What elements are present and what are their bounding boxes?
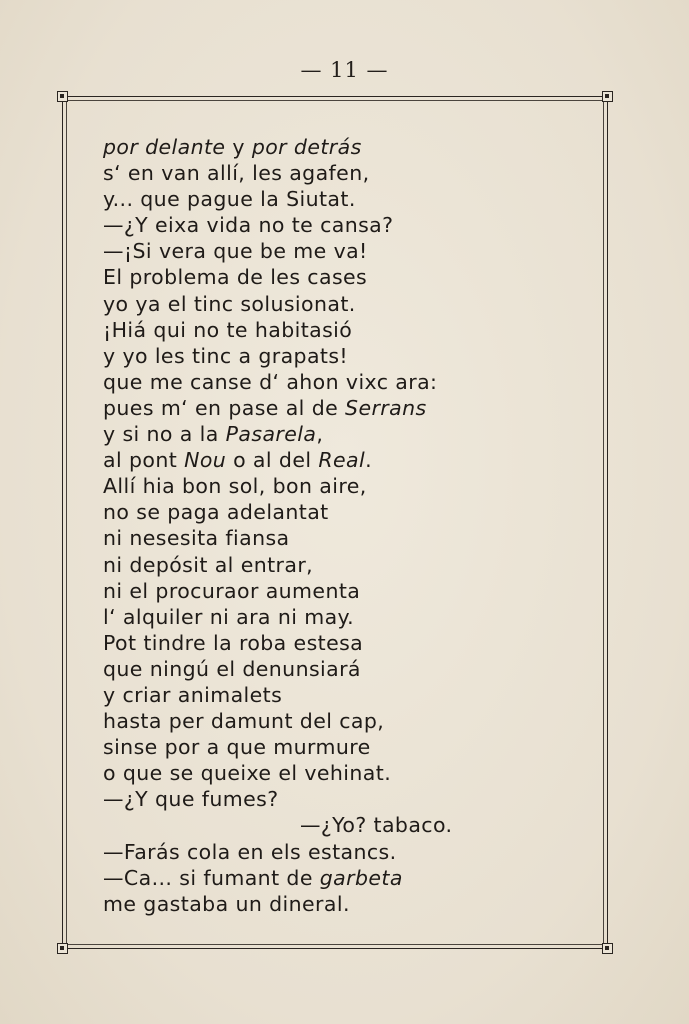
frame-corner-ornament: [602, 91, 613, 102]
verse-line: [103, 552, 503, 578]
verse-segment: —¿Y eixa vida no te cansa?: [103, 213, 394, 238]
verse-line: [103, 682, 503, 708]
verse-segment-italic: Serrans: [345, 395, 427, 420]
verse-line: [103, 160, 503, 186]
verse-line: [103, 212, 503, 238]
verse-segment: o que se queixe el vehinat.: [103, 761, 392, 786]
verse-segment: l‘ alquiler ni ara ni may.: [103, 604, 355, 629]
verse-line: [103, 839, 503, 865]
verse-segment: no se paga adelantat: [103, 500, 329, 525]
verse-line: [103, 447, 503, 473]
page-number: — 11 —: [300, 58, 389, 82]
verse-segment: me gastaba un dineral.: [103, 891, 350, 916]
verse-line: [103, 786, 503, 812]
verse-text: [103, 134, 503, 917]
verse-line: [103, 134, 503, 160]
verse-segment: ni el procuraor aumenta: [103, 578, 361, 603]
verse-line: [103, 812, 503, 838]
verse-segment: y criar animalets: [103, 682, 283, 707]
frame-corner-ornament: [57, 943, 68, 954]
verse-segment: —¿Yo? tabaco.: [300, 813, 453, 838]
verse-segment: hasta per damunt del cap,: [103, 709, 385, 734]
frame-corner-ornament: [602, 943, 613, 954]
verse-line: [103, 708, 503, 734]
verse-segment-italic: por detrás: [251, 135, 362, 159]
verse-line: [103, 499, 503, 525]
verse-line: [103, 186, 503, 212]
verse-segment: o al del: [226, 448, 319, 473]
verse-segment: ¡Hiá qui no te habitasió: [103, 317, 353, 342]
verse-segment: sinse por a que murmure: [103, 735, 371, 760]
verse-line: [103, 264, 503, 290]
verse-segment: que me canse d‘ ahon vixc ara:: [103, 369, 438, 394]
verse-line: [103, 578, 503, 604]
verse-line: [103, 760, 503, 786]
frame-corner-ornament: [57, 91, 68, 102]
verse-line: [103, 395, 503, 421]
verse-segment: —Ca... si fumant de: [103, 865, 320, 890]
verse-line: [103, 317, 503, 343]
verse-segment: y... que pague la Siutat.: [103, 187, 356, 212]
verse-line: [103, 865, 503, 891]
verse-segment: El problema de les cases: [103, 265, 368, 290]
verse-line: [103, 630, 503, 656]
verse-line: [103, 369, 503, 395]
verse-segment: ,: [316, 422, 324, 447]
verse-segment: —¡Si vera que be me va!: [103, 239, 368, 264]
verse-segment-italic: Nou: [184, 448, 227, 473]
verse-segment-italic: Pasarela: [225, 422, 317, 447]
verse-line: [103, 656, 503, 682]
verse-line: [103, 891, 503, 917]
verse-segment: ni depósit al entrar,: [103, 552, 314, 577]
verse-segment: y: [225, 135, 252, 159]
verse-line: [103, 525, 503, 551]
verse-segment: y yo les tinc a grapats!: [103, 343, 349, 368]
verse-segment-italic: garbeta: [319, 865, 403, 890]
verse-line: [103, 421, 503, 447]
verse-segment: —Farás cola en els estancs.: [103, 839, 397, 864]
verse-segment: al pont: [103, 448, 185, 473]
verse-segment: y si no a la: [103, 422, 226, 447]
verse-segment-italic: Real: [318, 448, 366, 473]
verse-line: [103, 734, 503, 760]
verse-segment-italic: por delante: [103, 135, 226, 159]
verse-segment: pues m‘ en pase al de: [103, 395, 346, 420]
verse-line: [103, 291, 503, 317]
verse-segment: Allí hia bon sol, bon aire,: [103, 474, 367, 499]
verse-segment: que ningú el denunsiará: [103, 656, 361, 681]
verse-line: [103, 473, 503, 499]
verse-line: [103, 604, 503, 630]
verse-segment: —¿Y que fumes?: [103, 787, 279, 812]
verse-segment: Pot tindre la roba estesa: [103, 630, 364, 655]
verse-segment: ni nesesita fiansa: [103, 526, 290, 551]
verse-segment: .: [365, 448, 372, 473]
verse-line: [103, 238, 503, 264]
verse-segment: yo ya el tinc solusionat.: [103, 291, 356, 316]
verse-line: [103, 343, 503, 369]
verse-segment: s‘ en van allí, les agafen,: [103, 161, 370, 186]
